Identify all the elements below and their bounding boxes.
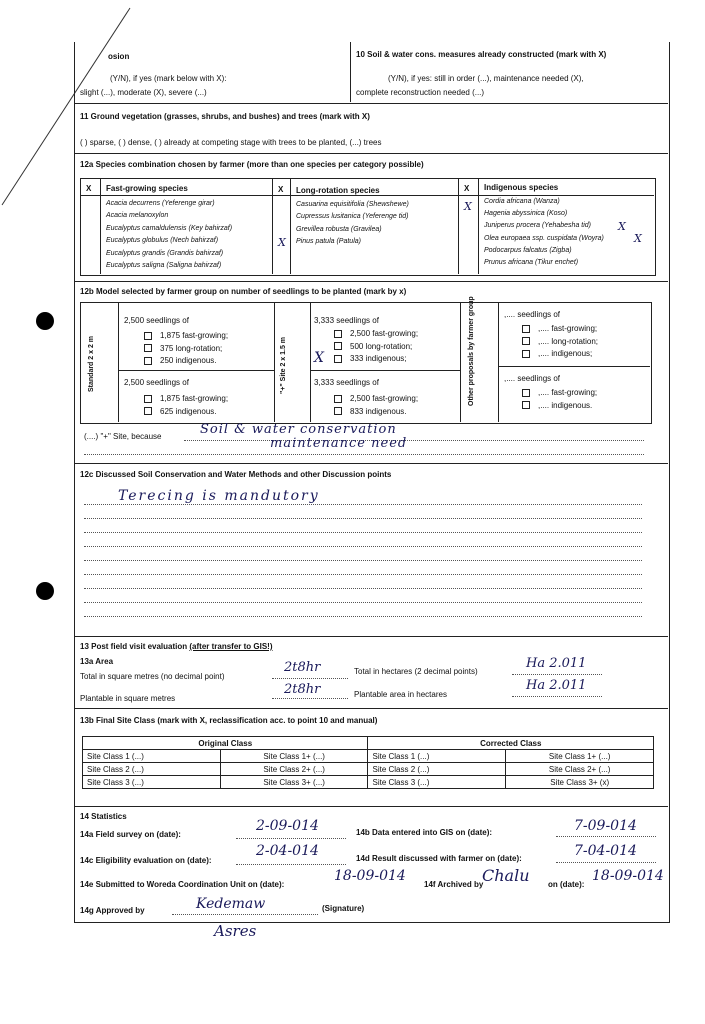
- sec12a-header: 12a Species combination chosen by farmer (more than one species per category possible): [80, 160, 424, 169]
- checkbox[interactable]: [334, 355, 342, 363]
- gis-entry-date: 7-09-014: [574, 818, 637, 834]
- indigenous-species-item: Olea europaea ssp. cuspidata (Woyra): [484, 234, 604, 242]
- x-mark-patula: X: [278, 236, 286, 249]
- fast-growing-title: Fast-growing species: [106, 184, 188, 193]
- corrected-class-header: Corrected Class: [368, 737, 654, 750]
- site-class-cell[interactable]: Site Class 3 (...): [368, 776, 506, 789]
- form-frame: [74, 42, 670, 923]
- fast-species-item: Eucalyptus globulus (Nech bahirzaf): [106, 237, 219, 245]
- seedling-option: [522, 348, 598, 361]
- seedling-option: [334, 406, 418, 419]
- eligibility-date: 2-04-014: [256, 843, 319, 859]
- eligibility-label: 14c Eligibility evaluation on (date):: [80, 856, 212, 865]
- punch-hole-bottom: [36, 582, 54, 600]
- checkbox[interactable]: [334, 342, 342, 350]
- indigenous-species-item: Hagenia abyssinica (Koso): [484, 210, 568, 218]
- approver-name: Asres: [214, 922, 257, 940]
- seedling-option-label: ,.... fast-growing;: [538, 388, 598, 397]
- total-sqm-value: 2t8hr: [284, 660, 321, 675]
- because-handwritten-2: maintenance need: [270, 436, 408, 451]
- seedling-option: [144, 330, 228, 343]
- checkbox[interactable]: [144, 407, 152, 415]
- sec13b-header: 13b Final Site Class (mark with X, reclassification acc. to point 10 and manual): [80, 716, 378, 725]
- seedling-option-label: 1,875 fast-growing;: [160, 331, 229, 340]
- standard-label: Standard 2 x 2 m: [88, 335, 95, 392]
- fast-species-item: Acacia melanoxylon: [106, 212, 169, 220]
- other-option-a: [522, 323, 598, 361]
- seedling-option: [144, 406, 228, 419]
- plus-site-option-a: [334, 328, 418, 366]
- seedling-option-label: 625 indigenous.: [160, 406, 217, 416]
- field-survey-label: 14a Field survey on (date):: [80, 830, 181, 839]
- site-class-cell[interactable]: Site Class 3+ (x): [506, 776, 654, 789]
- site-class-table: [82, 736, 654, 789]
- long-rotation-title: Long-rotation species: [296, 186, 380, 195]
- seedling-option: [334, 328, 418, 341]
- because-handwritten-1: Soil & water conservation: [200, 422, 397, 437]
- long-species-item: Casuarina equisitifolia (Shewshewe): [296, 201, 409, 208]
- fast-species-item: Eucalyptus camaldulensis (Key bahirzaf): [106, 224, 233, 232]
- site-class-cell[interactable]: Site Class 2 (...): [83, 763, 221, 776]
- total-ha-value: Ha 2.011: [526, 656, 587, 671]
- long-rotation-list: [296, 199, 409, 249]
- seedling-option-label: 2,500 fast-growing;: [350, 329, 419, 338]
- sec13-header: 13 Post field visit evaluation: [80, 642, 188, 651]
- sec10-soil-line2: complete reconstruction needed (...): [356, 88, 485, 97]
- site-class-cell[interactable]: Site Class 1+ (...): [220, 750, 368, 763]
- site-class-row: [83, 776, 654, 789]
- x-mark-woyra: X: [634, 232, 642, 245]
- long-species-item: Pinus patula (Patula): [296, 238, 361, 246]
- indigenous-species-item: Cordia africana (Wanza): [484, 198, 560, 205]
- discussion-line: [84, 518, 642, 519]
- plantable-ha-label: Plantable area in hectares: [354, 690, 447, 699]
- seedling-option-label: ,.... indigenous.: [538, 400, 593, 410]
- total-ha-label: Total in hectares (2 decimal points): [354, 667, 478, 676]
- discussion-line: [84, 532, 642, 533]
- indigenous-species-item: Juniperus procera (Yehabesha tid): [484, 222, 592, 230]
- sec10-line2: slight (...), moderate (X), severe (...): [80, 88, 207, 97]
- discussion-line: [84, 574, 642, 575]
- checkbox[interactable]: [334, 395, 342, 403]
- sec10-soil-line1: (Y/N), if yes: still in order (...), maintenance needed (X),: [388, 74, 584, 83]
- seedling-option-label: 833 indigenous.: [350, 406, 407, 416]
- indigenous-species-item: Prunus africana (Tikur enchet): [484, 259, 579, 267]
- site-class-cell[interactable]: Site Class 2+ (...): [506, 763, 654, 776]
- discussion-line: [84, 616, 642, 617]
- standard-option-a: [144, 330, 228, 368]
- punch-hole-top: [36, 312, 54, 330]
- indigenous-species-item: Podocarpus falcatus (Zigba): [484, 246, 572, 254]
- seedling-option: [522, 323, 598, 336]
- x-mark-juniperus: X: [618, 220, 626, 233]
- plus-site-label: "+" Site 2 x 1.5 m: [280, 336, 287, 394]
- plus-site-option-b: [334, 393, 418, 418]
- seedling-option-label: 333 indigenous;: [350, 354, 407, 363]
- seedling-option: [334, 353, 418, 366]
- site-class-cell[interactable]: Site Class 2 (...): [368, 763, 506, 776]
- seedling-option: [522, 387, 597, 400]
- seedling-option: [144, 343, 228, 356]
- standard-option-b: [144, 393, 228, 418]
- plantable-sqm-label: Plantable in square metres: [80, 694, 176, 703]
- result-discussed-date: 7-04-014: [574, 843, 637, 859]
- discussion-line: [84, 588, 642, 589]
- result-discussed-label: 14d Result discussed with farmer on (date):: [356, 854, 522, 863]
- gis-entry-label: 14b Data entered into GIS on (date):: [356, 828, 493, 837]
- archived-by-name: Chalu: [482, 866, 530, 885]
- field-survey-date: 2-09-014: [256, 818, 319, 834]
- seedling-option: [144, 355, 228, 368]
- checkbox[interactable]: [334, 407, 342, 415]
- site-class-row: [83, 750, 654, 763]
- site-class-cell[interactable]: Site Class 1 (...): [83, 750, 221, 763]
- discussion-line: [84, 560, 642, 561]
- checkbox[interactable]: [144, 357, 152, 365]
- sec13a-title: 13a Area: [80, 657, 114, 666]
- sec12b-header: 12b Model selected by farmer group on number of seedlings to be planted (mark by x): [80, 287, 407, 296]
- archived-date: 18-09-014: [592, 868, 664, 884]
- site-class-cell[interactable]: Site Class 2+ (...): [220, 763, 368, 776]
- checkbox[interactable]: [522, 401, 530, 409]
- sec11-options: ( ) sparse, ( ) dense, ( ) already at competing stage with trees to be planted, (...) trees: [80, 138, 382, 147]
- checkbox[interactable]: [144, 332, 152, 340]
- checkbox[interactable]: [522, 325, 530, 333]
- seedling-option: [522, 400, 597, 413]
- checkbox[interactable]: [522, 389, 530, 397]
- checkbox[interactable]: [144, 344, 152, 352]
- total-sqm-label: Total in square metres (no decimal point): [80, 672, 225, 681]
- site-class-cell[interactable]: Site Class 1 (...): [368, 750, 506, 763]
- plus-site-because-label: (....) "+" Site, because: [84, 432, 162, 441]
- other-proposals-label: Other proposals by farmer group: [468, 296, 475, 406]
- seedling-option-label: 500 long-rotation;: [350, 341, 413, 351]
- site-class-cell[interactable]: Site Class 3+ (...): [220, 776, 368, 789]
- checkbox[interactable]: [522, 350, 530, 358]
- fast-species-item: Eucalyptus grandis (Grandis bahirzaf): [106, 249, 224, 257]
- discussion-line: [84, 602, 642, 603]
- seedling-option-label: ,.... long-rotation;: [538, 336, 599, 346]
- sec13-header-note: (after transfer to GIS!): [189, 642, 273, 651]
- sec10-soil-header: 10 Soil & water cons. measures already constructed (mark with X): [356, 50, 607, 59]
- indigenous-list: [484, 196, 604, 269]
- submitted-woreda-date: 18-09-014: [334, 868, 406, 884]
- seedling-option-label: 1,875 fast-growing;: [160, 394, 229, 403]
- signature-label: (Signature): [322, 904, 365, 913]
- seedling-option: [334, 393, 418, 406]
- submitted-woreda-label: 14e Submitted to Woreda Coordination Unit on (date):: [80, 880, 285, 889]
- seedling-option: [522, 336, 598, 349]
- long-species-item: Grevillea robusta (Gravilea): [296, 225, 382, 233]
- seedling-option: [144, 393, 228, 406]
- discussion-line: [84, 504, 642, 505]
- seedling-option-label: 250 indigenous.: [160, 356, 217, 365]
- plantable-sqm-value: 2t8hr: [284, 682, 321, 697]
- sec11-header: 11 Ground vegetation (grasses, shrubs, and bushes) and trees (mark with X): [80, 112, 370, 121]
- discussion-line: [84, 546, 642, 547]
- checkbox[interactable]: [144, 395, 152, 403]
- seedling-option-label: ,.... fast-growing;: [538, 324, 598, 333]
- other-option-b: [522, 387, 597, 412]
- sec10-header: osion: [108, 52, 130, 61]
- approved-by-signature: Kedemaw: [196, 896, 266, 912]
- seedling-option: [334, 341, 418, 354]
- fast-species-item: Eucalyptus saligna (Saligna bahirzaf): [106, 262, 222, 270]
- x-mark-333-indigenous: X: [314, 350, 324, 366]
- seedling-option-label: ,.... indigenous;: [538, 349, 593, 358]
- site-class-cell[interactable]: Site Class 3 (...): [83, 776, 221, 789]
- archived-date-label: on (date):: [548, 880, 585, 889]
- site-class-cell[interactable]: Site Class 1+ (...): [506, 750, 654, 763]
- seedling-option-label: 2,500 fast-growing;: [350, 394, 419, 403]
- fast-species-item: Acacia decurrens (Yeferenge girar): [106, 200, 215, 207]
- site-class-row: [83, 763, 654, 776]
- original-class-header: Original Class: [83, 737, 368, 750]
- x-mark-shewshewe: X: [464, 200, 472, 213]
- approved-by-label: 14g Approved by: [80, 906, 145, 915]
- fast-growing-list: [106, 198, 232, 272]
- seedling-option-label: 375 long-rotation;: [160, 343, 223, 353]
- sec14-title: 14 Statistics: [80, 812, 127, 821]
- archived-by-label: 14f Archived by: [424, 880, 484, 889]
- checkbox[interactable]: [334, 330, 342, 338]
- indigenous-title: Indigenous species: [484, 183, 559, 192]
- long-species-item: Cupressus lusitanica (Yeferenge tid): [296, 213, 409, 221]
- sec10-line1: (Y/N), if yes (mark below with X):: [110, 74, 227, 83]
- sec12c-header: 12c Discussed Soil Conservation and Water Methods and other Discussion points: [80, 470, 392, 479]
- checkbox[interactable]: [522, 337, 530, 345]
- plantable-ha-value: Ha 2.011: [526, 678, 587, 693]
- discussion-handwritten: Terecing is mandutory: [118, 488, 320, 504]
